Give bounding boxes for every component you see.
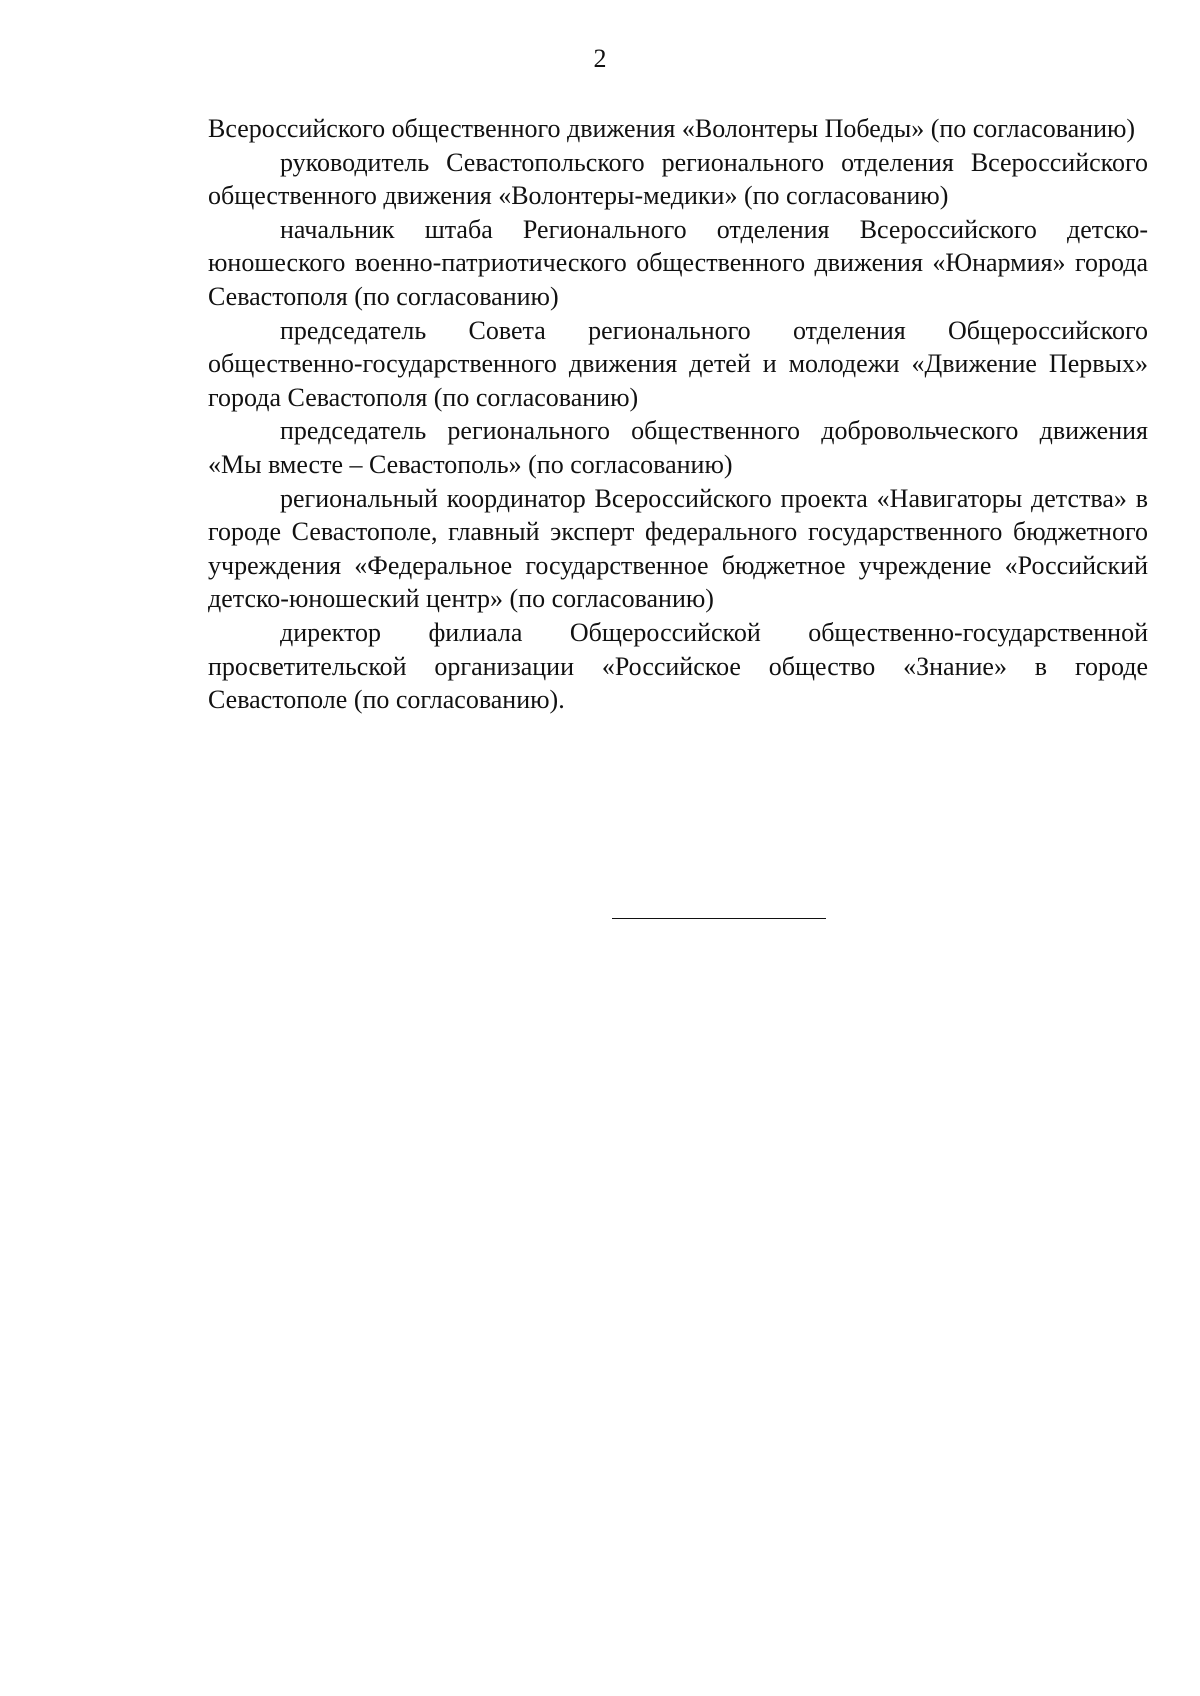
closing-divider-line	[612, 918, 826, 919]
member-entry: начальник штаба Регионального отделения Всероссийского детско-юношеского военно-патриотического общественного движения «Юнармия» города Севастополя (по согласованию)	[208, 214, 1148, 311]
member-entry: председатель регионального общественного добровольческого движения «Мы вместе – Севастополь» (по согласованию)	[208, 416, 1148, 479]
member-entry: директор филиала Общероссийской общественно-государственной просветительской организации «Российское общество «Знание» в городе Севастополе (по согласованию).	[208, 617, 1148, 715]
member-list	[208, 112, 1148, 717]
member-entry-continued: Всероссийского общественного движения «Волонтеры Победы» (по согласованию)	[208, 114, 1136, 143]
page-number: 2	[593, 44, 607, 73]
member-entry: председатель Совета регионального отделения Общероссийского общественно-государственного движения детей и молодежи «Движение Первых» города Севастополя (по согласованию)	[208, 315, 1148, 412]
member-entry: руководитель Севастопольского регионального отделения Всероссийского общественного движения «Волонтеры-медики» (по согласованию)	[208, 147, 1148, 211]
member-entry: региональный координатор Всероссийского проекта «Навигаторы детства» в городе Севастополе, главный эксперт федерального государственного бюджетного учреждения «Федеральное государственное бюджетное учреждение «Российский детско-юношеский центр» (по согласованию)	[208, 483, 1148, 614]
